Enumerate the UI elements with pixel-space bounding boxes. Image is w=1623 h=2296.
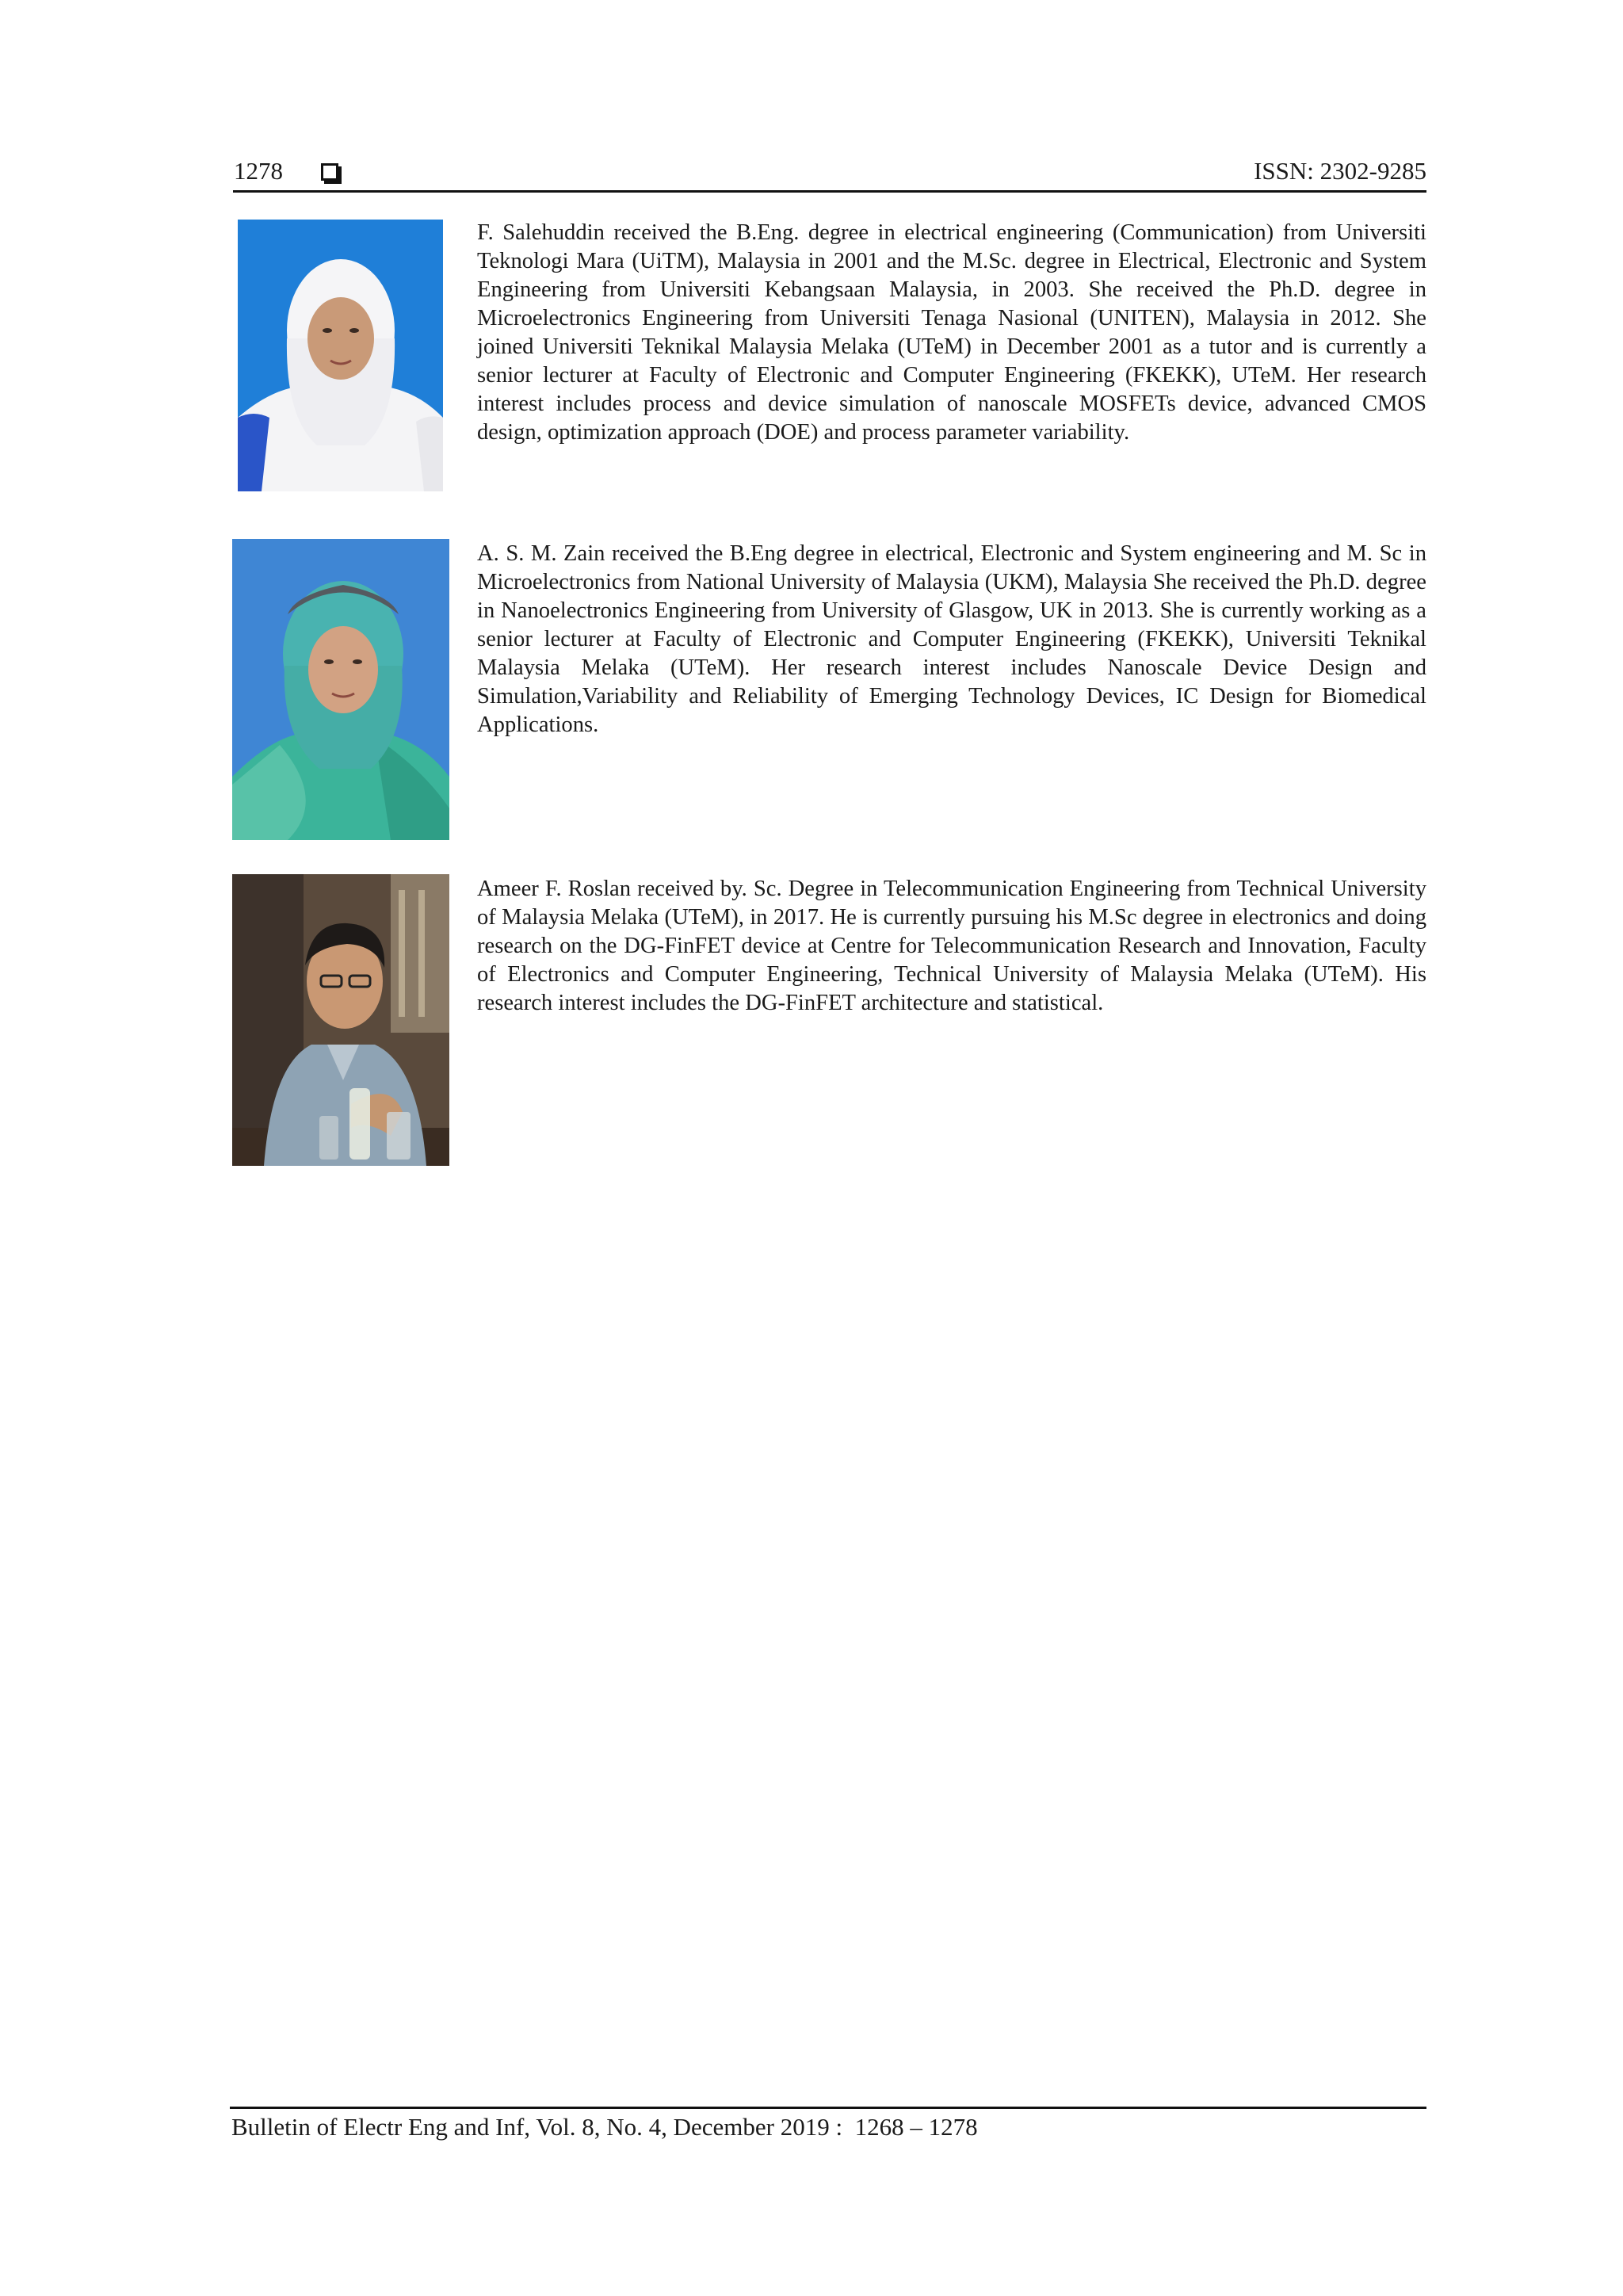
header-divider [233,190,1426,193]
author-photo-roslan [232,874,449,1166]
checkbox-square-icon [321,163,338,181]
running-header-left [234,155,338,187]
author-bio-salehuddin: F. Salehuddin received the B.Eng. degree in electrical engineering (Communication) from Universiti Teknologi Mara (UiTM), Malaysia in 2001 and the M.Sc. degree in Electrical, Electronic and System Engineering from Universiti Kebangsaan Malaysia, in 2003. She received the Ph.D. degree in Microelectronics Engineering from Universiti Tenaga Nasional (UNITEN), Malaysia in 2012. She joined Universiti Teknikal Malaysia Melaka (UTeM) in December 2001 as a tutor and is currently a senior lecturer at Faculty of Electronic and Computer Engineering (FKEKK), UTeM. Her research interest includes process and device simulation of nanoscale MOSFETs device, advanced CMOS design, optimization approach (DOE) and process parameter variability. [477,220,1426,445]
footer-divider [230,2107,1426,2109]
issn-label: ISSN: 2302-9285 [1254,157,1426,185]
author-photo-salehuddin [238,220,443,491]
page-number: 1278 [234,157,283,185]
author-bio-zain: A. S. M. Zain received the B.Eng degree in electrical, Electronic and System engineering and M. Sc in Microelectronics from National University of Malaysia (UKM), Malaysia She received the Ph.D. degree in Nanoelectronics Engineering from University of Glasgow, UK in 2013. She is currently working as a senior lecturer at Faculty of Electronic and Computer Engineering (FKEKK), Universiti Teknikal Malaysia Melaka (UTeM). Her research interest includes Nanoscale Device Design and Simulation,Variability and Reliability of Emerging Technology Devices, IC Design for Biomedical Applications. [477,541,1426,737]
author-photo-zain [232,539,449,840]
author-bio-roslan: Ameer F. Roslan received by. Sc. Degree in Telecommunication Engineering from Technical University of Malaysia Melaka (UTeM), in 2017. He is currently pursuing his M.Sc degree in electronics and doing research on the DG-FinFET device at Centre for Telecommunication Research and Innovation, Faculty of Electronics and Computer Engineering, Technical University of Malaysia Melaka (UTeM). His research interest includes the DG-FinFET architecture and statistical. [477,877,1426,1015]
journal-citation: Bulletin of Electr Eng and Inf, Vol. 8, No. 4, December 2019 : 1268 – 1278 [231,2113,978,2141]
